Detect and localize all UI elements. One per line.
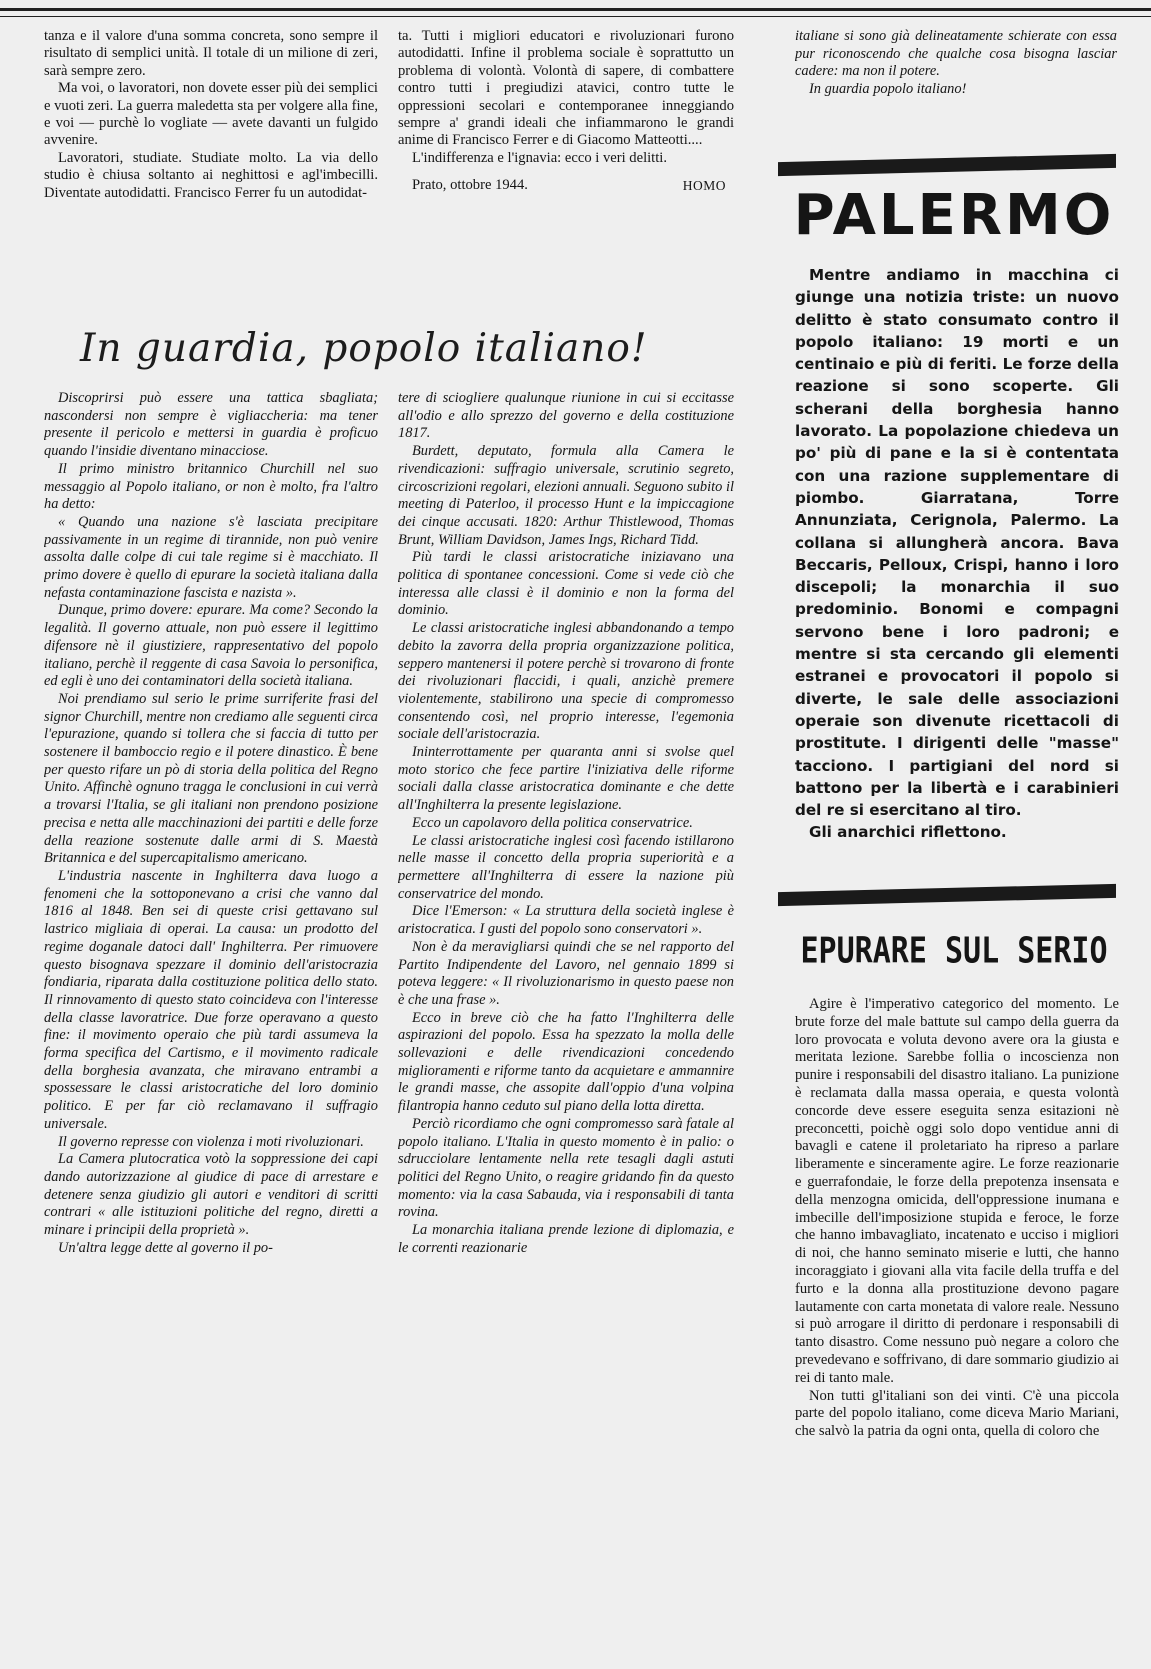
epurare-column bbox=[795, 996, 1119, 1661]
paragraph: Perciò ricordiamo che ogni compromesso sarà fatale al popolo italiano. L'Italia in questo momento è in palio: o sdrucciolare lentamente nella rete tesagli dagli astuti politici del Regno Unito, o reagire gridando fin da questo momento: via la casa Sabauda, via i responsabili di tanta rovina. bbox=[398, 1115, 734, 1221]
paragraph: italiane si sono già delineatamente schierate con essa pur riconoscendo che qualche cosa bisogna lasciar cadere: ma non il potere. bbox=[795, 28, 1117, 80]
palermo-column bbox=[795, 264, 1119, 874]
top-rule bbox=[0, 8, 1151, 17]
paragraph: Dice l'Emerson: « La struttura della società inglese è aristocratica. I gusti del popolo sono conservatori ». bbox=[398, 903, 734, 938]
epurare-title: EPURARE SUL SERIO bbox=[800, 930, 1108, 973]
paragraph: L'industria nascente in Inghilterra dava luogo a fenomeni che la sottoponevano a crisi che vanno dal 1816 al 1848. Ben sei di queste crisi gettavano sul lastrico migliaia di operai. La causa: un prodotto del regime doganale datoci dall' Inghilterra. Per rimuovere questo bisognava spezzare il dominio dell'aristocrazia fondiaria, riparata dalla costituzione politica dello stato. Il rinnovamento di questo stato coincideva con l'interesse della classe lavoratrice. Due forze operavano a questo fine: il movimento operaio che più tardi assumeva la forma specifica del Cartismo, e il movimento radicale della borghesia avanzata, che miravano entrambi a spossessare le classi aristocratiche del loro dominio politico. E per far ciò reclamavano il suffragio universale. bbox=[44, 867, 378, 1132]
paragraph: Le classi aristocratiche inglesi così facendo istillarono nelle masse il concetto della propria superiorità e a permettere all'Inghilterra di essere la nazione più conservatrice del mondo. bbox=[398, 832, 734, 902]
paragraph: Non è da meravigliarsi quindi che se nel rapporto del Partito Indipendente del Lavoro, nel gennaio 1899 si poteva leggere: « Il rivoluzionarismo in questo paese non è che una frase ». bbox=[398, 938, 734, 1008]
paragraph: Un'altra legge dette al governo il po- bbox=[58, 1239, 273, 1256]
paragraph: Ininterrottamente per quaranta anni si svolse quel moto storico che fece partire l'iniziativa delle riforme sociali dalla classe aristocratica dominante e che dette all'Inghilterra la presente legislazione. bbox=[398, 744, 734, 814]
paragraph: Il governo represse con violenza i moti rivoluzionari. bbox=[58, 1133, 364, 1150]
paragraph: In guardia popolo italiano! bbox=[809, 81, 967, 98]
paragraph: tanza e il valore d'una somma concreta, sono sempre il risultato di semplici unità. Il totale di un milione di zeri, sarà sempre zero. bbox=[44, 28, 378, 79]
column3-upper bbox=[795, 28, 1117, 138]
paragraph: La Camera plutocratica votò la soppressione dei capi dando autorizzazione al giudice di pace di arrestare e detenere senza giudizio gli autori e venditori di scritti contrari « alle istituzioni politiche del regno, diretti a minare i principii della proprietà ». bbox=[44, 1151, 378, 1239]
byline-place-date: Prato, ottobre 1944. bbox=[412, 177, 528, 194]
paragraph: Burdett, deputato, formula alla Camera le rivendicazioni: suffragio universale, scrutinio segreto, circoscrizioni regolari, elezioni annuali. Seguono subito il meeting di Paterloo, il processo Hunt e la impiccagione dei cinque accusati. 1820: Arthur Thistlewood, Thomas Brunt, William Davidson, James Ings, Richard Tidd. bbox=[398, 443, 734, 548]
paragraph: L'indifferenza e l'ignavia: ecco i veri delitti. bbox=[412, 149, 667, 166]
paragraph: Noi prendiamo sul serio le prime surriferite frasi del signor Churchill, mentre non crediamo alle seguenti circa l'epurazione, quando si tollera che si faccia di tutto per sostenere il bamboccio regio e il potere dinastico. È bene per questo rifare un pò di storia della politica del Regno Unito. Affinchè ognuno tragga le conclusioni in cui verrà a trovarsi l'Italia, se gli italiani non prendono posizione precisa e netta alle macchinazioni dei partiti e delle forze della reazione sostenute dalle armi di S. Maestà Britannica e del supercapitalismo americano. bbox=[44, 690, 378, 867]
article-column-1 bbox=[44, 390, 378, 1660]
article-headline: In guardia, popolo italiano! bbox=[80, 326, 648, 371]
palermo-top-bar bbox=[778, 154, 1116, 176]
epurare-top-bar bbox=[778, 884, 1116, 906]
paragraph: La monarchia italiana prende lezione di diplomazia, e le correnti reazionarie bbox=[398, 1222, 734, 1256]
paragraph: Le classi aristocratiche inglesi abbandonando a tempo debito la zavorra della propria organizzazione politica, seppero mantenersi il potere perchè si trovarono di fronte dei rivoluzionari flaccidi, i quali, anzichè premere violentemente, stabilirono una specie di compromesso consentendo così, nel proprio interesse, l'egemonia sociale dell'aristocrazia. bbox=[398, 620, 734, 743]
paragraph: Più tardi le classi aristocratiche iniziavano una politica di spontanee concessioni. Come si vede ciò che interessa alle classi è il dominio e non la forma del dominio. bbox=[398, 549, 734, 619]
paragraph: Gli anarchici riflettono. bbox=[809, 823, 1007, 842]
byline bbox=[398, 177, 734, 194]
paragraph: Mentre andiamo in macchina ci giunge una notizia triste: un nuovo delitto è stato consumato contro il popolo italiano: 19 morti e un centinaio e più di feriti. Le forze della reazione si sono scoperte. Gli scherani della borghesia hanno lavorato. La popolazione chiedeva un po' più di pane e la si è contentata con una razione supplementare di piombo. Giarratana, Torre Annunziata, Cerignola, Palermo. La collana si allungherà ancora. Bava Beccaris, Pelloux, Crispi, hanno i loro discepoli; la monarchia il suo predominio. Bonomi e compagni servono bene i loro padroni; e mentre si sta cercando gli elementi estranei e provocatori il popolo si diverte, le sale delle associazioni operaie son divenute ricettacoli di prostitute. I dirigenti delle "masse" tacciono. I partigiani del nord si battono per la libertà e i carabinieri del re si esercitano al tiro. bbox=[795, 266, 1119, 820]
paragraph: Ecco un capolavoro della politica conservatrice. bbox=[412, 814, 693, 831]
article-column-2 bbox=[398, 390, 734, 1660]
paragraph: Dunque, primo dovere: epurare. Ma come? Secondo la legalità. Il governo attuale, non può essere il legittimo difensore nè il giustiziere, rappresentativo del popolo italiano, perchè il reggente di casa Savoia lo personifica, ed egli è uno dei contaminatori della società italiana. bbox=[44, 602, 378, 690]
paragraph: Ecco in breve ciò che ha fatto l'Inghilterra delle aspirazioni del popolo. Essa ha spezzato la molla delle sollevazioni e delle rivendicazioni concedendo miglioramenti e riforme tanto da acquietare e ammannire le grandi masse, che assopite dall'oppio d'una volpina filantropia hanno ceduto sul piano della lotta diretta. bbox=[398, 1009, 734, 1115]
column2-upper bbox=[398, 28, 734, 298]
quote-paragraph: « Quando una nazione s'è lasciata precipitare passivamente in un regime di tirannide, non può venire assolta dalle colpe di cui tale regime si è macchiato. Il primo dovere è quello di epurare la società italiana dalla nefasta contaminazione fascista e nazista ». bbox=[44, 513, 378, 601]
paragraph: Discoprirsi può essere una tattica sbagliata; nascondersi non sempre è vigliaccheria: ma tener presente il pericolo e mettersi in guardia è proficuo quando l'insidie diventano minacciose. bbox=[44, 390, 378, 460]
paragraph: ta. Tutti i migliori educatori e rivoluzionari furono autodidatti. Infine il problema sociale è soprattutto un problema di volontà. Volontà di sapere, di combattere contro tutti i pregiudizi atavici, contro tutte le oppressioni secolari e contemporanee inneggiando sempre a' grandi ideali che infiammarono le grandi anime di Francisco Ferrer e di Giacomo Matteotti.... bbox=[398, 28, 734, 149]
column1-upper bbox=[44, 28, 378, 298]
paragraph: Lavoratori, studiate. Studiate molto. La via dello studio è chiusa soltanto ai neghittosi e agl'imbecilli. Diventate autodidatti. Francisco Ferrer fu un autodidat- bbox=[44, 149, 378, 201]
paragraph: Ma voi, o lavoratori, non dovete esser più dei semplici e vuoti zeri. La guerra maledetta sta per volgere alla fine, e voi — purchè lo vogliate — avete davanti un fulgido avvenire. bbox=[44, 80, 378, 149]
paragraph: Agire è l'imperativo categorico del momento. Le brute forze del male battute sul campo della guerra da loro provocata e voluta devono avere ora la giusta e meritata lezione. Sarebbe follia o incoscienza non punire i responsabili del disastro italiano. La punizione è reclamata dalla massa operaia, e questa volontà concorde deve essere eseguita senza esitazioni nè preconcetti, poichè oggi solo dopo ventidue anni di bavagli e catene il proletariato ha ripreso a parlare liberamente e sinceramente agire. Le forze reazionarie e guerrafondaie, le forze della prepotenza insensata e della menzogna omicida, dell'oppressione inumana e imbecille dell'imposizione stupida e feroce, le forze che hanno imbavagliato, incatenato e ucciso i migliori di noi, che hanno seminato miserie e lutti, che hanno incoraggiato i giovani alla vita facile della truffa e del furto e la donna alla prostituzione devono pagare lautamente con carta monetata di valore reale. Nessuno si può arrogare il diritto di perdonare i responsabili di tanto disastro. Come nessuno può negare a coloro che prevedevano e soffrivano, di dare sommario giudizio ai rei di tanto male. bbox=[795, 996, 1119, 1386]
byline-signature: HOMO bbox=[682, 178, 726, 194]
paragraph: Non tutti gl'italiani son dei vinti. C'è una piccola parte del popolo italiano, come diceva Mario Mariani, che salvò la patria da ogni onta, quella di coloro che bbox=[795, 1387, 1119, 1440]
paragraph: Il primo ministro britannico Churchill nel suo messaggio al Popolo italiano, or non è molto, fra l'altro ha detto: bbox=[44, 460, 378, 513]
palermo-title: PALERMO bbox=[793, 183, 1115, 248]
paragraph: tere di sciogliere qualunque riunione in cui si eccitasse all'odio e allo sprezzo del governo e della costituzione 1817. bbox=[398, 390, 734, 442]
